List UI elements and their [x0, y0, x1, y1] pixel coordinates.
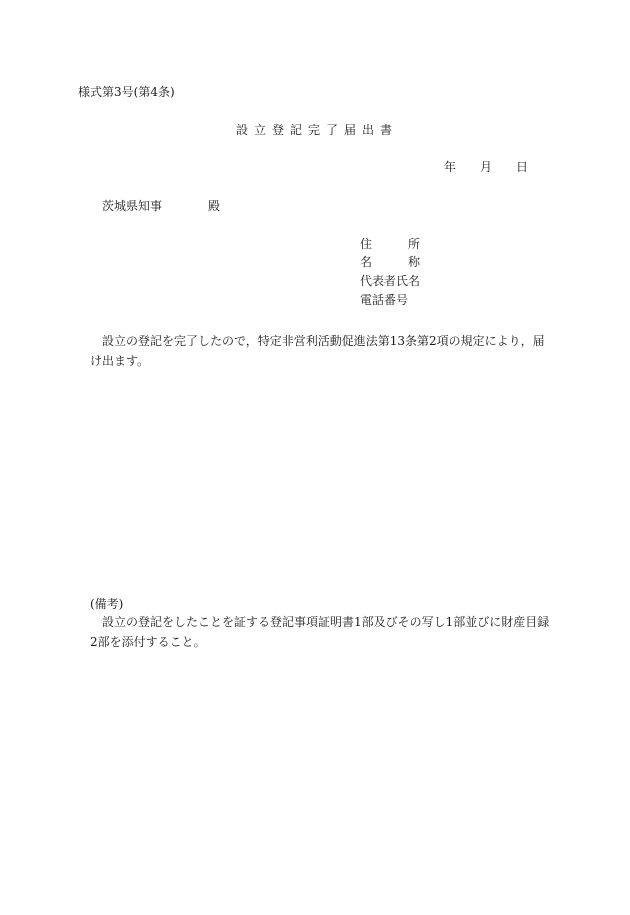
recipient-name: 茨城県知事	[102, 199, 163, 213]
address-field-label: 住 所	[360, 237, 421, 251]
notes-paragraph: 設立の登記をしたことを証する登記事項証明書1部及びその写し1部並びに財産目録2部を添付すること。	[90, 615, 550, 649]
body-paragraph: 設立の登記を完了したので，特定非営利活動促進法第13条第2項の規定により，届け出ます。	[90, 334, 545, 368]
date-year-label: 年	[444, 160, 457, 174]
notes-heading: (備考)	[90, 597, 124, 611]
phone-field-label: 電話番号	[360, 293, 409, 307]
representative-field-label: 代表者氏名	[360, 274, 421, 288]
date-day-label: 日	[516, 160, 529, 174]
recipient-honorific: 殿	[208, 199, 221, 213]
date-month-label: 月	[480, 160, 493, 174]
form-number: 様式第3号(第4条)	[78, 85, 175, 99]
document-title: 設立登記完了届出書	[236, 123, 399, 137]
name-field-label: 名 称	[360, 255, 421, 269]
